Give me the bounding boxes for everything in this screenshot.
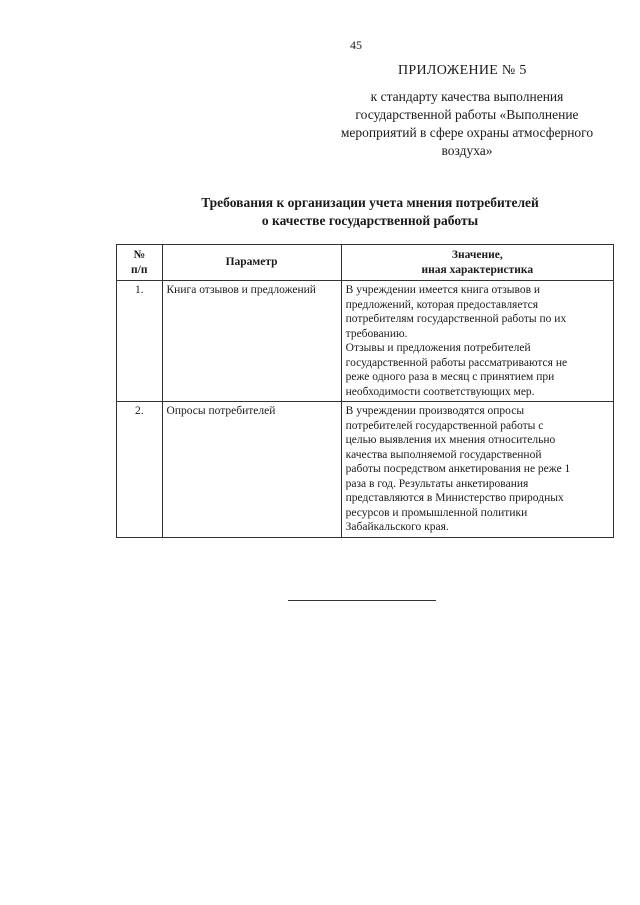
row-parameter: Опросы потребителей [162,402,341,538]
row-value [341,402,613,538]
heading-line: Требования к организации учета мнения потребителей [201,195,539,210]
value-line: потребителей государственной работы с [345,419,544,432]
header-number-line: п/п [131,263,148,276]
heading-line: о качестве государственной работы [261,213,479,228]
value-line: Забайкальского края. [345,521,449,533]
header-number-line: № [133,249,146,261]
row-parameter: Книга отзывов и предложений [162,281,341,402]
value-line: Отзывы и предложения потребителей [345,342,531,354]
appendix-subtitle-line: воздуха» [441,143,493,158]
value-line: ресурсов и промышленной политики [345,506,528,519]
appendix-subtitle-line: к стандарту качества выполнения [370,89,564,104]
appendix-subtitle-line: мероприятий в сфере охраны атмосферного [340,125,594,140]
value-line: работы посредством анкетирования не реже 1 [345,463,571,475]
page-number: 45 [350,38,362,52]
value-line: целью выявления их мнения относительно [345,434,556,446]
row-number: 1. [117,281,163,402]
value-line: качества выполняемой государственной [345,448,542,461]
value-line: государственной работы рассматриваются не [345,356,568,369]
requirements-table [116,244,614,538]
value-line: представляются в Министерство природных [345,492,564,504]
value-line: потребителям государственной работы по их [345,313,567,325]
header-parameter: Параметр [162,245,341,281]
appendix-subtitle-line: государственной работы «Выполнение [355,107,579,122]
table-row [117,402,614,538]
document-heading [120,194,620,230]
row-number: 2. [117,402,163,538]
value-line: В учреждении производятся опросы [345,405,525,417]
closing-divider [288,600,436,601]
header-value-line: Значение, [451,249,503,261]
header-value-line: иная характеристика [421,263,534,276]
value-line: раза в год. Результаты анкетирования [345,477,529,490]
header-number [117,245,163,281]
appendix-subtitle [322,88,612,160]
value-line: необходимости соответствующих мер. [345,385,535,398]
row-value [341,281,613,402]
table-row [117,281,614,402]
header-value [341,245,613,281]
value-line: предложений, которая предоставляется [345,298,539,311]
table-header-row [117,245,614,281]
value-line: реже одного раза в месяц с принятием при [345,371,555,383]
value-line: требованию. [345,327,408,340]
appendix-title: ПРИЛОЖЕНИЕ № 5 [398,63,527,78]
value-line: В учреждении имеется книга отзывов и [345,284,541,296]
